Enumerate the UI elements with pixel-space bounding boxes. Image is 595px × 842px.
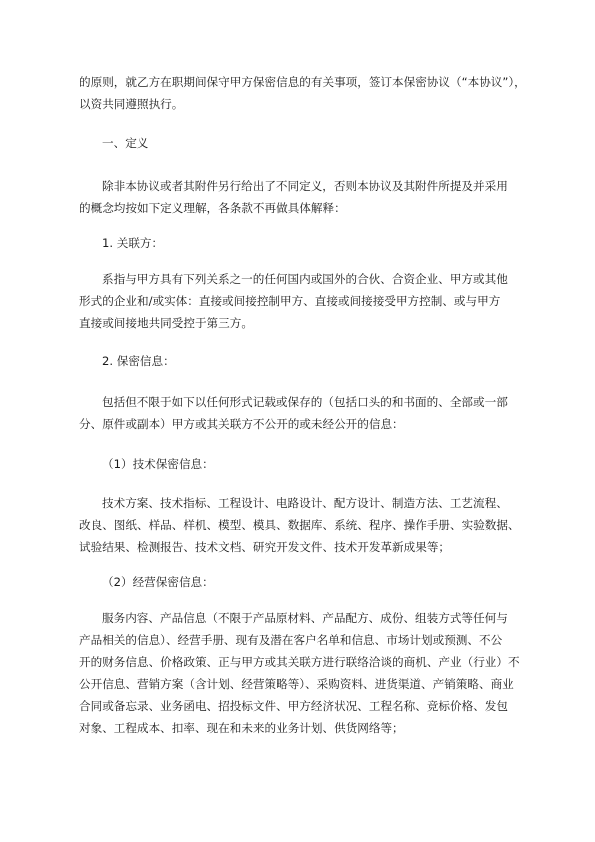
section-1-title: 一、定义 <box>102 136 149 150</box>
sub-2-title: （2）经营保密信息： <box>102 575 214 589</box>
sub-1-heading <box>79 453 519 475</box>
item-2-paragraph <box>79 391 519 435</box>
sub-1-title: （1）技术保密信息： <box>102 457 214 471</box>
section-1-heading <box>79 132 519 154</box>
sub-1-paragraph <box>79 492 519 558</box>
item-2-line-1: 包括但不限于如下以任何形式记载或保存的（包括口头的和书面的、全部或一部 <box>102 395 508 409</box>
intro-line-1: 的原则，就乙方在职期间保守甲方保密信息的有关事项，签订本保密协议（“本协议”）， <box>79 75 526 89</box>
section-1-paragraph <box>79 175 519 219</box>
sub-2-heading <box>79 571 519 593</box>
sub-2-line-6: 对象、工程成本、扣率、现在和未来的业务计划、供货网络等； <box>79 721 404 735</box>
sub-1-line-1: 技术方案、技术指标、工程设计、电路设计、配方设计、制造方法、工艺流程、 <box>102 496 508 510</box>
intro-paragraph <box>79 71 526 115</box>
item-1-line-3: 直接或间接地共同受控于第三方。 <box>79 316 253 330</box>
item-1-line-2: 形式的企业和/或实体：直接或间接控制甲方、直接或间接接受甲方控制、或与甲方 <box>79 294 501 308</box>
section-1-line-2: 的概念均按如下定义理解，各条款不再做具体解释： <box>79 201 346 215</box>
section-1-line-1: 除非本协议或者其附件另行给出了不同定义，否则本协议及其附件所提及并采用 <box>102 179 508 193</box>
sub-1-line-2: 改良、图纸、样品、样机、模型、模具、数据库、系统、程序、操作手册、实验数据、 <box>79 518 520 532</box>
sub-1-line-3: 试验结果、检测报告、技术文档、研究开发文件、技术开发革新成果等； <box>79 540 451 554</box>
item-2-title: 2. 保密信息： <box>102 354 175 368</box>
sub-2-line-2: 产品相关的信息）、经营手册、现有及潜在客户名单和信息、市场计划或预测、不公 <box>79 633 503 647</box>
sub-2-line-3: 开的财务信息、价格政策、正与甲方或其关联方进行联络洽谈的商机、产业（行业）不 <box>79 655 520 669</box>
sub-2-line-1: 服务内容、产品信息（不限于产品原材料、产品配方、成份、组装方式等任何与 <box>102 611 508 625</box>
item-1-line-1: 系指与甲方具有下列关系之一的任何国内或国外的合伙、合资企业、甲方或其他 <box>102 272 508 286</box>
item-2-line-2: 分、原件或副本）甲方或其关联方不公开的或未经公开的信息： <box>79 417 404 431</box>
sub-2-line-4: 公开信息、营销方案（含计划、经营策略等）、采购资料、进货渠道、产销策略、商业 <box>79 677 514 691</box>
item-2-heading <box>79 350 519 372</box>
sub-2-line-5: 合同或备忘录、业务函电、招投标文件、甲方经济状况、工程名称、竞标价格、发包 <box>79 699 508 713</box>
sub-2-paragraph <box>79 607 519 739</box>
item-1-paragraph <box>79 268 519 334</box>
intro-line-2: 以资共同遵照执行。 <box>79 97 184 111</box>
item-1-heading <box>79 232 519 254</box>
item-1-title: 1. 关联方： <box>102 236 164 250</box>
